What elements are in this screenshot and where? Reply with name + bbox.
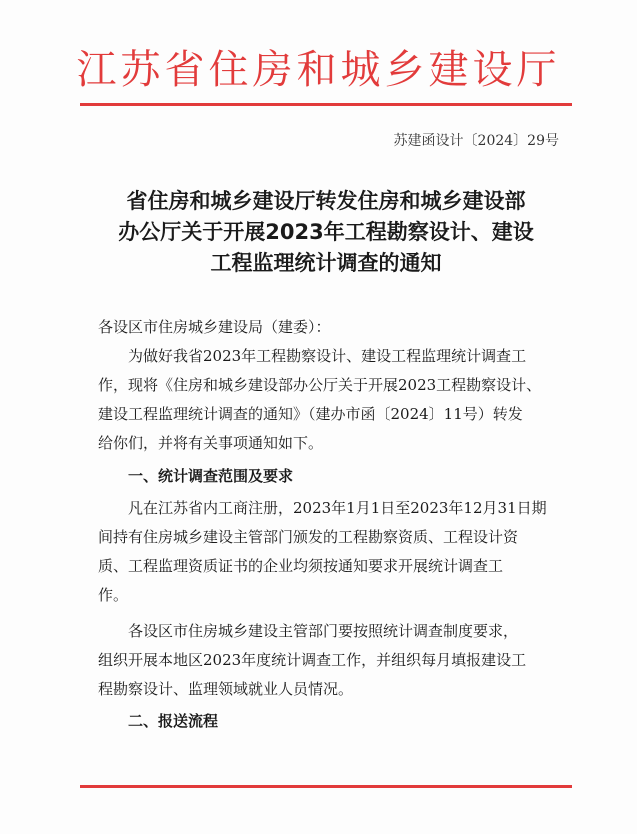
paragraph-line: 为做好我省2023年工程勘察设计、建设工程监理统计调查工 — [128, 347, 527, 365]
paragraph-line: 凡在江苏省内工商注册，2023年1月1日至2023年12月31日期 — [128, 499, 547, 517]
document-title — [80, 186, 572, 279]
title-line-2: 办公厅关于开展2023年工程勘察设计、建设 — [118, 220, 534, 244]
paragraph-line: 作。 — [98, 586, 129, 604]
document-number: 苏建函设计〔2024〕29号 — [393, 133, 559, 149]
section-heading-scope: 一、统计调查范围及要求 — [128, 467, 294, 485]
paragraph-line: 质、工程监理资质证书的企业均须按通知要求开展统计调查工 — [98, 557, 504, 575]
paragraph-line: 各设区市住房城乡建设主管部门要按照统计调查制度要求， — [128, 622, 519, 640]
paragraph-line: 作，现将《住房和城乡建设部办公厅关于开展2023工程勘察设计、 — [98, 376, 542, 394]
paragraph-scope — [98, 494, 560, 610]
paragraph-line: 程勘察设计、监理领域就业人员情况。 — [98, 680, 354, 698]
addressee: 各设区市住房城乡建设局（建委）： — [98, 318, 331, 336]
title-line-3: 工程监理统计调查的通知 — [210, 251, 442, 275]
header-red-rule — [80, 103, 572, 106]
paragraph-intro — [98, 342, 560, 458]
footer-red-rule — [80, 785, 572, 788]
title-line-1: 省住房和城乡建设厅转发住房和城乡建设部 — [126, 189, 526, 213]
paragraph-line: 给你们，并将有关事项通知如下。 — [98, 434, 324, 452]
paragraph-requirements — [98, 617, 560, 704]
agency-header: 江苏省住房和城乡建设厅 — [76, 47, 561, 93]
paragraph-line: 组织开展本地区2023年度统计调查工作，并组织每月填报建设工 — [98, 651, 527, 669]
paragraph-line: 间持有住房城乡建设主管部门颁发的工程勘察资质、工程设计资 — [98, 528, 519, 546]
section-heading-process: 二、报送流程 — [128, 712, 219, 730]
paragraph-line: 建设工程监理统计调查的通知》（建办市函〔2024〕11号）转发 — [98, 405, 523, 423]
